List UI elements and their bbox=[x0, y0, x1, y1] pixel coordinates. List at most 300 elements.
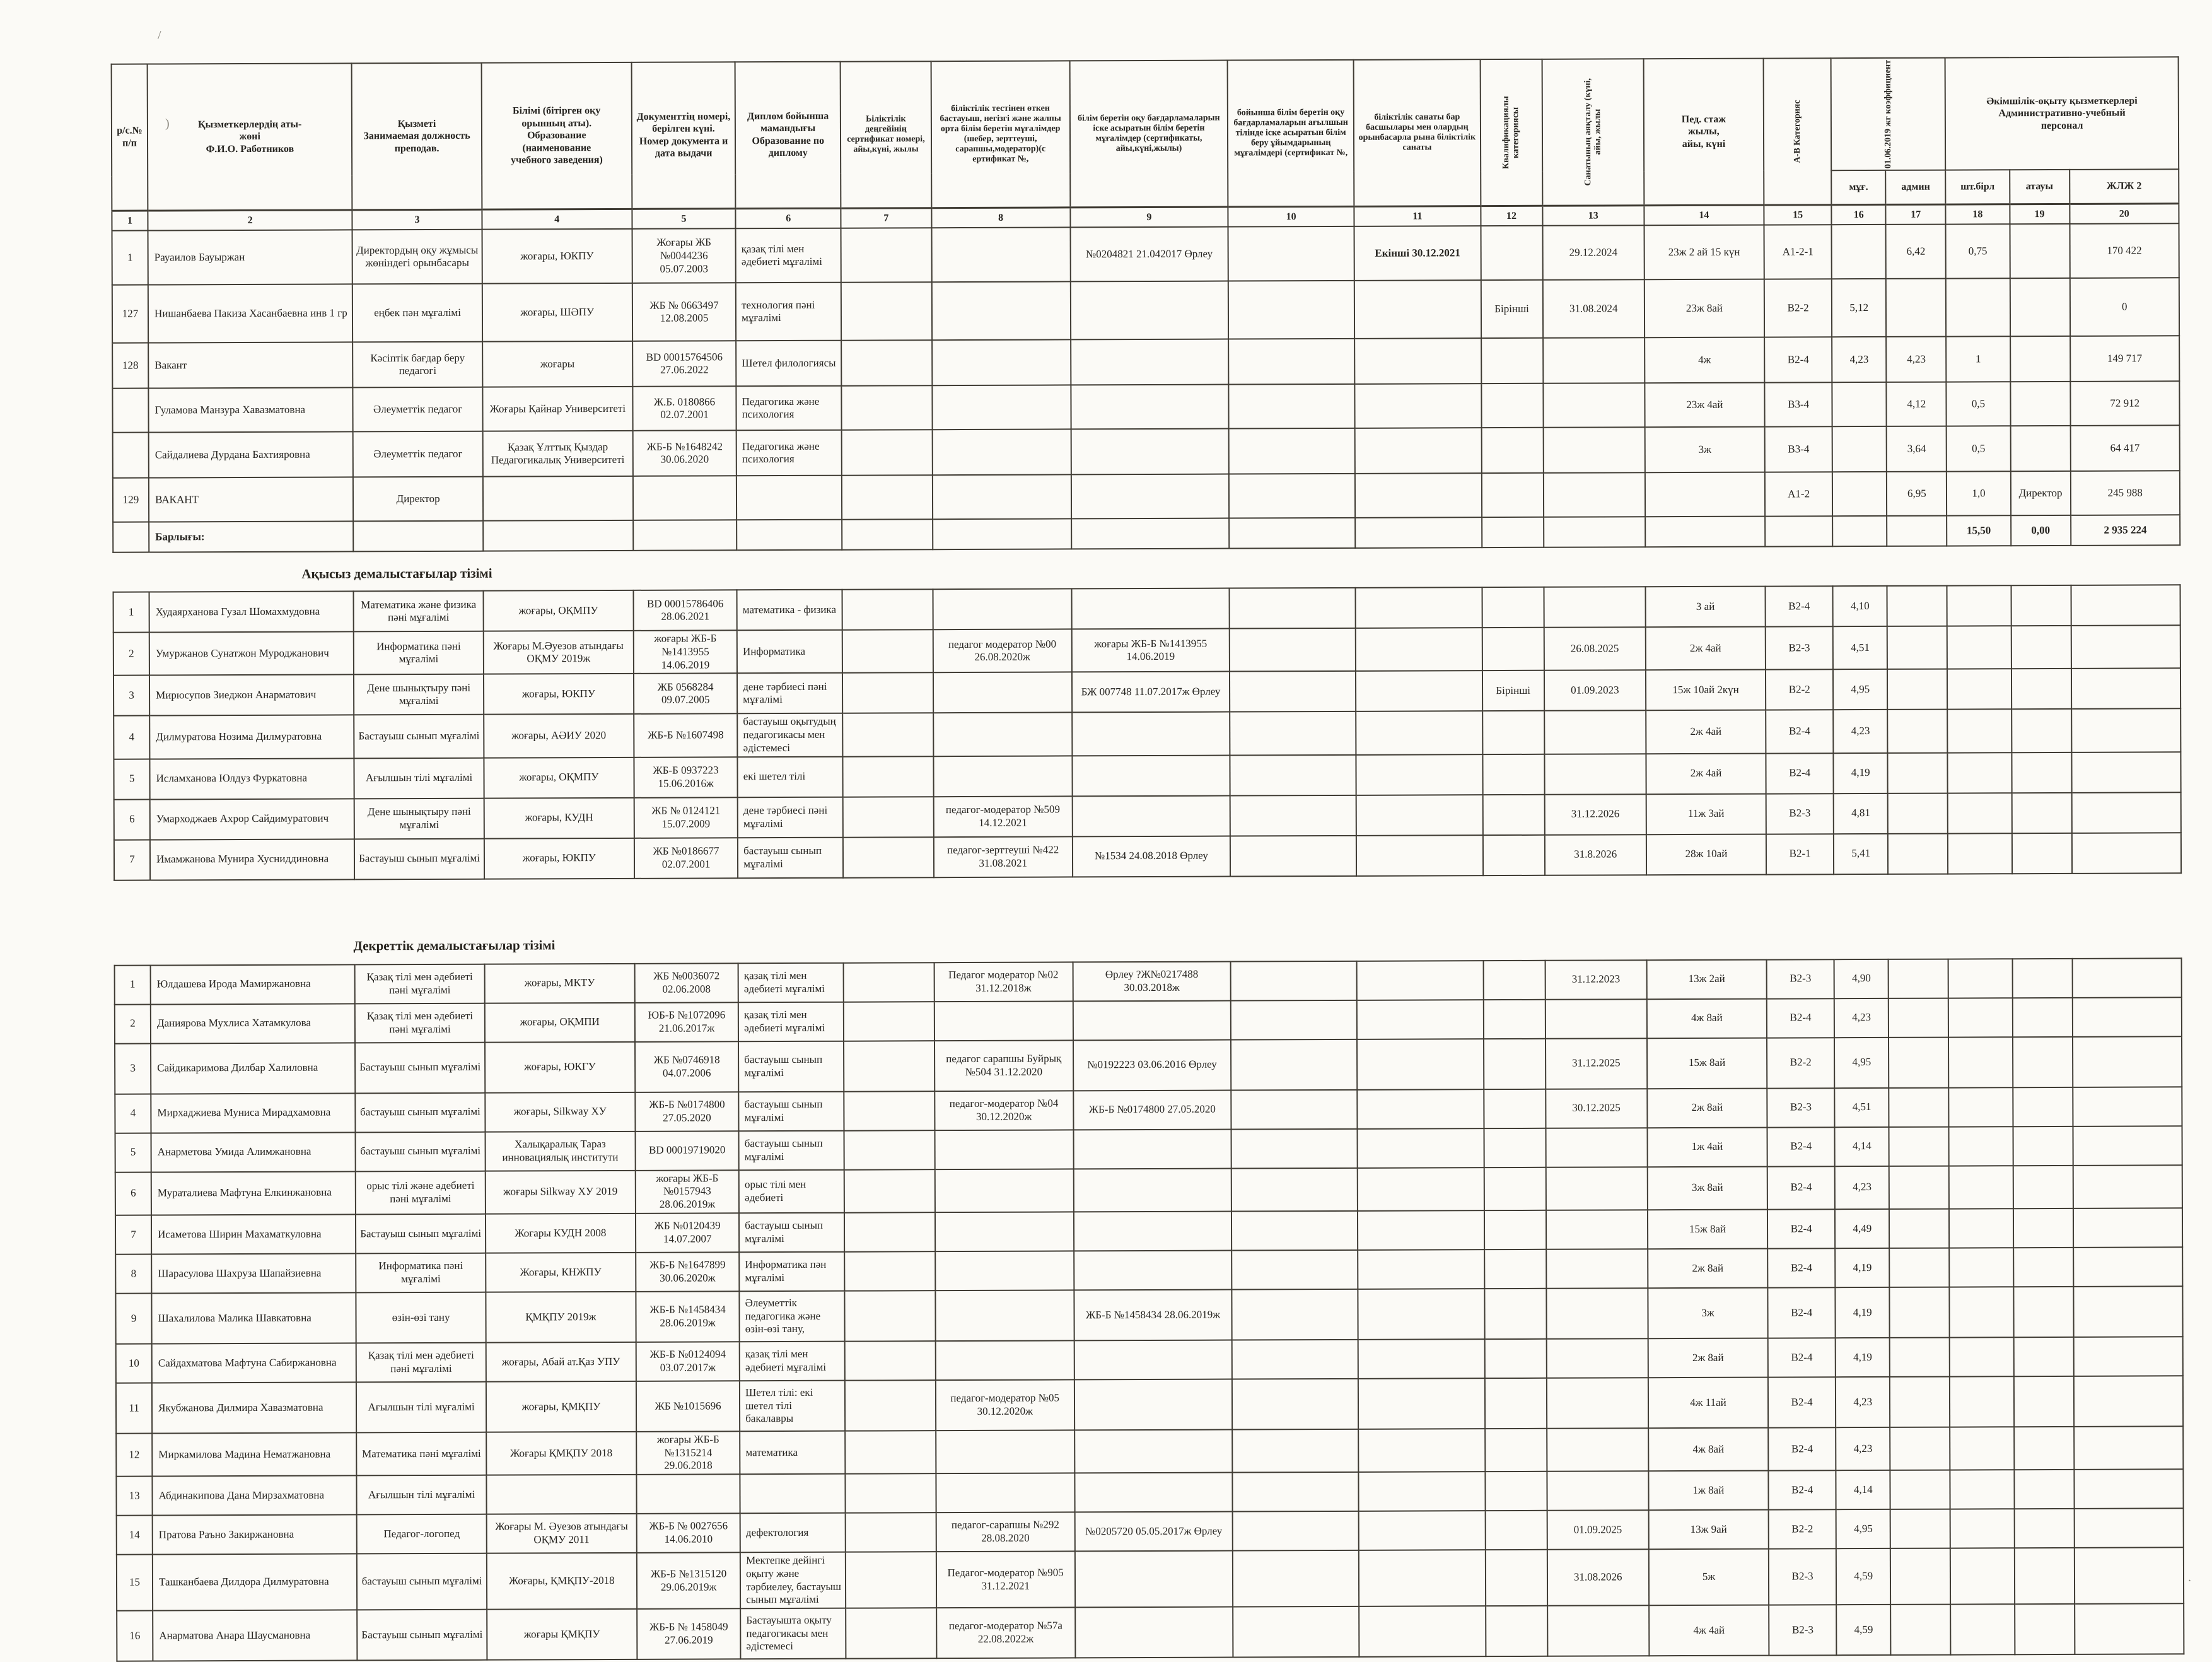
table-cell bbox=[1484, 1249, 1546, 1289]
table-cell bbox=[2071, 709, 2181, 752]
table-cell: ЖБ № 0124121 15.07.2009 bbox=[634, 797, 738, 838]
table-cell bbox=[736, 476, 842, 520]
table-cell bbox=[2011, 669, 2071, 709]
table-cell bbox=[1483, 960, 1545, 999]
table-cell bbox=[1889, 1248, 1949, 1287]
table-cell bbox=[843, 756, 933, 797]
table-cell bbox=[2013, 1376, 2073, 1427]
table-cell: Вакант bbox=[148, 342, 353, 389]
table-cell bbox=[842, 475, 932, 519]
table-cell: Миркамилова Мадина Нематжановна bbox=[152, 1432, 357, 1476]
table-cell: 0,5 bbox=[1947, 382, 2010, 426]
table-cell: Математика және физика пәні мұғалімі bbox=[354, 591, 483, 632]
header-english-program-teachers: бойынша білім беретін оқу бағдарламаларын ағылшын тілінде іске асыратын білім беру ұйымдарының мұғалімдері (сертификат №, bbox=[1228, 60, 1354, 207]
table-cell bbox=[1482, 834, 1544, 875]
table-cell: педагог-модератор №05 30.12.2020ж bbox=[935, 1379, 1074, 1431]
table-cell: В2-4 bbox=[1766, 586, 1833, 626]
table-cell bbox=[1231, 1250, 1358, 1290]
table-cell: В2-4 bbox=[1764, 337, 1832, 382]
table-cell bbox=[933, 672, 1072, 713]
table-cell bbox=[1950, 1376, 2013, 1427]
table-cell: В2-4 bbox=[1767, 1209, 1835, 1248]
table-cell: 11ж 3ай bbox=[1646, 793, 1766, 834]
table-cell: ЖБ №1015696 bbox=[636, 1381, 740, 1432]
table-cell bbox=[2073, 1286, 2183, 1337]
header-position: Қызметі Занимаемая должность преподав. bbox=[352, 63, 482, 210]
table-cell bbox=[1358, 1249, 1484, 1289]
table-cell bbox=[1357, 1039, 1484, 1090]
table-cell bbox=[2073, 1036, 2182, 1087]
table-cell: 4,23 bbox=[1834, 998, 1889, 1038]
table-cell: 11 bbox=[116, 1383, 152, 1433]
table-row bbox=[116, 1426, 2183, 1477]
table-cell bbox=[1481, 428, 1543, 473]
table-cell bbox=[1357, 1000, 1483, 1039]
table-cell: 6,42 bbox=[1886, 225, 1946, 279]
table-cell bbox=[2013, 1337, 2073, 1376]
table-cell bbox=[1948, 752, 2011, 793]
table-cell bbox=[934, 1001, 1073, 1041]
table-cell: жоғары ҚМҚПУ bbox=[487, 1609, 637, 1660]
table-cell bbox=[1948, 793, 2011, 833]
table-cell: жоғары ЖБ-Б №1413955 14.06.2019 bbox=[634, 631, 737, 674]
table-cell bbox=[842, 519, 932, 549]
table-cell bbox=[1229, 518, 1355, 549]
table-cell: ЖБ-Б №1458434 28.06.2019ж bbox=[636, 1291, 739, 1342]
table-cell bbox=[2072, 833, 2182, 874]
table-row bbox=[114, 585, 2180, 633]
table-row bbox=[115, 997, 2182, 1043]
table-row bbox=[115, 1208, 2182, 1254]
table-cell: жоғары bbox=[482, 341, 633, 387]
table-cell: жоғары, АӘИУ 2020 bbox=[484, 714, 634, 758]
table-cell bbox=[1228, 339, 1354, 385]
table-cell bbox=[2011, 709, 2071, 752]
table-cell bbox=[1544, 587, 1645, 628]
table-cell bbox=[1231, 1000, 1357, 1040]
table-cell bbox=[843, 713, 933, 757]
scan-artifact: / bbox=[158, 28, 161, 42]
table-cell: 6,95 bbox=[1887, 472, 1947, 516]
table-cell: Информатика bbox=[737, 630, 842, 674]
table-cell: Барлығы: bbox=[149, 522, 354, 553]
table-cell: ҚМҚПУ 2019ж bbox=[486, 1292, 636, 1343]
table-cell bbox=[1545, 1167, 1647, 1210]
table-cell bbox=[1230, 795, 1356, 836]
table-cell: Әлеуметтік педагогика және өзін-өзі тану, bbox=[740, 1291, 845, 1342]
table-cell: ЖБ №0746918 04.07.2006 bbox=[635, 1041, 738, 1092]
table-cell: Ағылшын тілі мұғалімі bbox=[357, 1475, 486, 1515]
column-number: 16 bbox=[1832, 204, 1886, 225]
staff-table bbox=[111, 56, 2181, 553]
table-cell: №0192223 03.06.2016 Өрлеу bbox=[1073, 1039, 1231, 1091]
table-cell bbox=[1948, 833, 2011, 874]
table-cell: жоғары, Абай ат.Қаз УПУ bbox=[486, 1342, 636, 1382]
table-row bbox=[113, 426, 2180, 478]
table-cell: 3ж bbox=[1648, 1287, 1767, 1338]
table-cell bbox=[1948, 710, 2011, 753]
table-cell bbox=[1832, 225, 1886, 279]
table-cell bbox=[1358, 1128, 1484, 1168]
table-cell: 5ж bbox=[1649, 1549, 1769, 1606]
column-number: 6 bbox=[736, 208, 841, 229]
table-cell: 16 bbox=[117, 1611, 153, 1661]
table-cell: В3-4 bbox=[1765, 426, 1832, 472]
table-cell bbox=[1356, 587, 1482, 628]
table-cell bbox=[846, 1431, 936, 1474]
table-cell: №0205720 05.05.2017ж Өрлеу bbox=[1074, 1512, 1233, 1552]
table-cell bbox=[1950, 1548, 2014, 1604]
table-cell: Исаметова Ширин Махаматкуловна bbox=[151, 1214, 356, 1254]
table-cell: 9 bbox=[115, 1293, 151, 1343]
table-cell bbox=[1949, 1166, 2013, 1209]
table-cell bbox=[1484, 1378, 1546, 1429]
table-cell bbox=[841, 340, 931, 385]
table-cell: Бірінші bbox=[1482, 670, 1544, 711]
table-cell: 4 bbox=[115, 1094, 151, 1133]
table-cell: 1ж 8ай bbox=[1648, 1471, 1768, 1511]
table-cell bbox=[842, 385, 932, 430]
table-cell bbox=[1074, 1211, 1232, 1251]
table-cell: ЖБ-Б №0174800 27.05.2020 bbox=[1073, 1090, 1231, 1130]
table-cell bbox=[935, 1290, 1074, 1341]
table-cell bbox=[933, 589, 1071, 630]
table-cell bbox=[1765, 516, 1832, 546]
table-cell bbox=[1233, 1550, 1359, 1607]
table-row bbox=[116, 1376, 2183, 1433]
table-cell: ВАКАНТ bbox=[149, 477, 354, 522]
table-cell: 4,23 bbox=[1835, 1166, 1889, 1210]
table-cell bbox=[844, 1130, 934, 1169]
table-cell bbox=[1356, 628, 1482, 671]
table-cell bbox=[2012, 998, 2072, 1037]
table-cell: Юлдашева Ирода Мамиржановна bbox=[151, 964, 356, 1004]
table-row bbox=[115, 1247, 2182, 1293]
table-cell: ЖБ-Б №1647899 30.06.2020ж bbox=[636, 1252, 739, 1292]
table-cell bbox=[1887, 710, 1947, 753]
column-number: 4 bbox=[482, 209, 632, 230]
table-cell: В2-3 bbox=[1766, 793, 1834, 834]
table-cell bbox=[1832, 426, 1887, 472]
table-cell bbox=[932, 475, 1071, 520]
table-cell: 4,95 bbox=[1836, 1509, 1890, 1548]
table-cell: жоғары, Silkway ХУ bbox=[485, 1092, 635, 1132]
table-cell bbox=[740, 1474, 846, 1514]
header-coefficient-group: 01.06.2019 жг коэффициент bbox=[1831, 58, 1946, 171]
table-cell bbox=[2071, 669, 2181, 710]
table-cell: 4,51 bbox=[1834, 1088, 1889, 1127]
table-cell: Дене шынықтыру пәні мұғалімі bbox=[354, 798, 484, 839]
table-cell bbox=[633, 476, 736, 521]
table-cell bbox=[1890, 1287, 1950, 1337]
table-cell: БЖ 007748 11.07.2017ж Өрлеу bbox=[1072, 672, 1230, 713]
table-cell: 4,19 bbox=[1836, 1287, 1890, 1338]
table-cell: ЖБ-Б №1607498 bbox=[634, 714, 737, 758]
table-cell bbox=[1547, 1471, 1648, 1511]
staff-table-body bbox=[112, 224, 2180, 553]
table-cell bbox=[931, 228, 1071, 283]
table-cell: Информатика пәні мұғалімі bbox=[354, 631, 483, 675]
table-cell bbox=[2075, 1603, 2184, 1654]
table-cell: BD 00015786406 28.06.2021 bbox=[633, 590, 736, 631]
table-cell bbox=[1071, 588, 1230, 629]
table-cell bbox=[2013, 1127, 2073, 1166]
table-cell bbox=[1358, 1339, 1484, 1379]
table-cell bbox=[1356, 835, 1482, 876]
table-cell: А1-2 bbox=[1765, 472, 1832, 516]
table-cell: Мураталиева Мафтуна Елкинжановна bbox=[151, 1171, 356, 1215]
table-cell bbox=[2071, 752, 2181, 793]
table-cell: 72 912 bbox=[2070, 382, 2180, 426]
table-cell bbox=[933, 713, 1073, 756]
table-cell bbox=[1231, 1090, 1357, 1130]
table-cell: Рауаилов Бауыржан bbox=[148, 230, 353, 285]
header-diploma-speciality: Диплом бойынша мамандығы Образование по диплому bbox=[735, 62, 841, 209]
table-row bbox=[115, 1087, 2182, 1133]
table-cell: Жоғары КУДН 2008 bbox=[486, 1214, 636, 1253]
table-cell: Қазақ тілі мен әдебиеті пәні мұғалімі bbox=[355, 1003, 484, 1043]
maternity-leave-table bbox=[114, 957, 2185, 1662]
table-cell: 2ж 8ай bbox=[1648, 1338, 1768, 1378]
table-cell: бастауыш сынып мұғалімі bbox=[738, 1041, 844, 1092]
table-cell: педагог сарапшы Буйрық №504 31.12.2020 bbox=[934, 1040, 1074, 1091]
table-cell bbox=[844, 963, 934, 1002]
table-cell: 01.09.2023 bbox=[1544, 670, 1646, 711]
table-cell: 13ж 2ай bbox=[1646, 959, 1766, 999]
table-cell: 4,19 bbox=[1836, 1338, 1890, 1377]
table-cell bbox=[842, 673, 933, 713]
table-cell: В2-3 bbox=[1769, 1605, 1836, 1655]
table-cell bbox=[1228, 281, 1355, 339]
table-cell bbox=[844, 1169, 934, 1213]
table-cell bbox=[1230, 755, 1356, 796]
table-cell: математика - физика bbox=[737, 590, 842, 631]
table-cell bbox=[1545, 1128, 1647, 1167]
table-cell bbox=[2074, 1508, 2184, 1548]
table-cell: 1ж 4ай bbox=[1647, 1127, 1767, 1167]
table-cell bbox=[1359, 1550, 1486, 1606]
table-cell: 1 bbox=[112, 231, 148, 285]
unpaid-leave-table-body bbox=[114, 585, 2182, 881]
table-cell: жоғары ЖБ-Б №1413955 14.06.2019 bbox=[1072, 629, 1230, 672]
table-cell bbox=[1230, 671, 1356, 712]
table-cell bbox=[633, 520, 736, 551]
table-row bbox=[115, 1286, 2182, 1343]
table-cell: Жоғары М. Әуезов атындағы ОҚМУ 2011 bbox=[486, 1514, 636, 1554]
table-cell: В2-4 bbox=[1766, 710, 1833, 754]
table-cell: еңбек пән мұғалімі bbox=[352, 284, 482, 342]
table-cell: 4,19 bbox=[1834, 753, 1888, 793]
table-cell: 245 988 bbox=[2070, 471, 2180, 516]
table-cell: өзін-өзі тану bbox=[356, 1292, 486, 1343]
table-cell: Әлеуметтік педагог bbox=[353, 387, 482, 432]
table-cell bbox=[1950, 1287, 2013, 1337]
table-row bbox=[114, 833, 2181, 880]
table-cell: бастауыш сынып мұғалімі bbox=[738, 1091, 844, 1131]
table-cell bbox=[1948, 959, 2012, 998]
table-cell bbox=[1486, 1606, 1547, 1656]
table-cell: В2-2 bbox=[1764, 279, 1832, 337]
table-cell: педагог-модератор №509 14.12.2021 bbox=[933, 796, 1072, 837]
column-number: 5 bbox=[632, 209, 735, 230]
table-cell: Информатика пән мұғалімі bbox=[739, 1252, 844, 1292]
table-cell: Шетел тілі: екі шетел тілі бакалавры bbox=[740, 1381, 845, 1432]
table-cell: Сайдалиева Дурдана Бахтияровна bbox=[149, 432, 354, 478]
table-cell bbox=[1481, 226, 1542, 280]
table-cell: 28ж 10ай bbox=[1646, 834, 1766, 875]
table-cell: В2-4 bbox=[1768, 1470, 1836, 1509]
table-cell: 6 bbox=[115, 1172, 151, 1215]
table-cell: 4,59 bbox=[1836, 1548, 1890, 1605]
table-cell bbox=[1482, 754, 1544, 794]
table-row bbox=[115, 1126, 2182, 1172]
table-cell: Жоғары ЖБ №0044236 05.07.2003 bbox=[632, 229, 735, 284]
maternity-leave-section-title: Декреттік демалыстағылар тізімі bbox=[353, 937, 556, 954]
header-education: Білімі (бітірген оқу орынның аты). Образование (наименование учебного заведения) bbox=[481, 62, 632, 209]
table-cell bbox=[1355, 383, 1481, 428]
table-cell bbox=[1888, 833, 1948, 874]
subheader-zhlzh2: ЖЛЖ 2 bbox=[2069, 170, 2179, 204]
table-cell: жоғары, ЮКПУ bbox=[484, 838, 635, 879]
table-cell: Директор bbox=[353, 477, 482, 522]
maternity-leave-table-body bbox=[115, 958, 2184, 1661]
table-cell: Мектепке дейінгі оқыту және тәрбиелеу, бастауыш сынып мұғалімі bbox=[740, 1552, 846, 1609]
table-cell bbox=[841, 282, 931, 340]
table-cell: №1534 24.08.2018 Өрлеу bbox=[1073, 836, 1231, 877]
table-cell bbox=[842, 629, 933, 673]
column-number: 11 bbox=[1354, 206, 1481, 226]
table-row bbox=[117, 1547, 2184, 1610]
table-cell: Жоғары, ҚМҚПУ-2018 bbox=[487, 1553, 637, 1610]
table-cell: 3 bbox=[114, 676, 149, 716]
table-cell: В2-4 bbox=[1767, 1287, 1835, 1338]
table-cell: 4,23 bbox=[1832, 337, 1886, 382]
table-cell bbox=[1355, 473, 1481, 518]
table-cell bbox=[1233, 1606, 1359, 1658]
table-cell bbox=[2015, 1604, 2075, 1654]
table-cell bbox=[1546, 1249, 1648, 1289]
table-cell bbox=[841, 228, 931, 282]
table-cell: 15 bbox=[117, 1555, 153, 1611]
header-qual-test-teachers: біліктілік тестінен өткен бастауыш, негізгі және жалпы орта білім беретін мұғалімдер (шебер, зерттеуші, сарапшы,модератор)(с ертификат №, bbox=[931, 61, 1070, 208]
subheader-title: атауы bbox=[2010, 170, 2069, 204]
table-cell: 30.12.2025 bbox=[1545, 1089, 1647, 1128]
table-cell: жоғары, ЮКГУ bbox=[485, 1042, 636, 1093]
table-cell: 3,64 bbox=[1887, 426, 1947, 472]
table-cell: 29.12.2024 bbox=[1542, 226, 1644, 281]
table-cell: 4,59 bbox=[1836, 1605, 1890, 1655]
column-number: 12 bbox=[1481, 206, 1542, 226]
table-cell bbox=[2073, 1126, 2182, 1166]
table-cell bbox=[844, 1212, 934, 1251]
table-cell: 2ж 4ай bbox=[1646, 627, 1766, 670]
table-cell: Қазақ тілі мен әдебиеті пәні мұғалімі bbox=[356, 1343, 486, 1383]
table-cell: 4,23 bbox=[1886, 337, 1946, 382]
table-cell bbox=[1947, 669, 2011, 710]
table-cell bbox=[1544, 517, 1645, 548]
table-cell bbox=[1231, 1168, 1358, 1212]
table-cell bbox=[1354, 280, 1481, 339]
table-cell bbox=[1546, 1338, 1648, 1378]
table-cell: Мирюсупов Зиеджон Анарматович bbox=[149, 675, 354, 716]
table-cell: жоғары, ОҚМПУ bbox=[483, 590, 634, 631]
table-cell bbox=[846, 1513, 936, 1552]
table-cell bbox=[1890, 1427, 1950, 1470]
table-cell bbox=[1231, 1039, 1358, 1091]
table-cell bbox=[1482, 587, 1544, 628]
table-cell: Шарасулова Шахруза Шапайзиевна bbox=[151, 1253, 356, 1293]
table-cell bbox=[933, 519, 1071, 550]
table-cell bbox=[1358, 1210, 1484, 1250]
table-cell bbox=[112, 389, 148, 433]
table-cell bbox=[1484, 1089, 1545, 1128]
table-cell bbox=[1230, 628, 1356, 672]
table-cell: 2ж 8ай bbox=[1647, 1088, 1767, 1128]
table-cell bbox=[936, 1430, 1075, 1473]
table-cell bbox=[1072, 755, 1230, 796]
table-cell: Ағылшын тілі мұғалімі bbox=[354, 758, 484, 799]
table-cell bbox=[846, 1608, 936, 1658]
table-cell: Шахалилова Малика Шавкатовна bbox=[151, 1292, 356, 1343]
table-cell bbox=[2014, 1548, 2074, 1604]
table-cell bbox=[2014, 1509, 2074, 1548]
table-cell bbox=[1888, 793, 1948, 833]
table-cell bbox=[1887, 669, 1947, 710]
table-cell: Жоғары ҚМҚПУ 2018 bbox=[486, 1432, 637, 1475]
table-cell: 8 bbox=[115, 1254, 151, 1293]
table-cell: Информатика пәні мұғалімі bbox=[356, 1253, 486, 1293]
table-cell: 0 bbox=[2069, 278, 2179, 337]
table-cell: Мирхаджиева Муниса Мирадхамовна bbox=[151, 1093, 356, 1133]
table-cell bbox=[113, 433, 149, 478]
table-cell bbox=[2014, 1470, 2074, 1509]
table-cell: 4,10 bbox=[1833, 586, 1887, 626]
table-cell: 3 bbox=[115, 1043, 151, 1094]
table-cell bbox=[934, 1212, 1073, 1251]
table-cell bbox=[1889, 959, 1948, 998]
table-cell bbox=[1889, 1208, 1949, 1248]
table-cell: 128 bbox=[112, 343, 148, 389]
table-cell bbox=[1231, 1129, 1358, 1169]
table-cell: Абдинакипова Дана Мирзахматовна bbox=[152, 1475, 357, 1515]
table-cell: ЖБ-Б №0124094 03.07.2017ж bbox=[636, 1342, 740, 1381]
table-cell: В2-4 bbox=[1768, 1338, 1836, 1377]
table-cell bbox=[1074, 1473, 1233, 1513]
table-cell bbox=[844, 1041, 934, 1091]
table-cell: Умарходжаев Ахрор Сайдимуратович bbox=[150, 799, 355, 840]
table-cell: 5,41 bbox=[1834, 834, 1888, 874]
table-cell bbox=[2013, 1037, 2073, 1087]
scan-artifact: . bbox=[2188, 1571, 2191, 1584]
table-cell: Худаярханова Гузал Шомахмудовна bbox=[149, 592, 354, 633]
header-edu-program-teachers: білім беретін оқу бағдарламаларын іске асыратын білім беретін мұғалімдер (сертификаты, айы,күні,жылы) bbox=[1069, 61, 1228, 208]
table-cell bbox=[2073, 1247, 2183, 1287]
table-cell bbox=[1071, 281, 1229, 340]
table-cell bbox=[1074, 1250, 1232, 1290]
table-cell bbox=[1547, 1378, 1648, 1429]
table-cell: В2-4 bbox=[1767, 1248, 1835, 1287]
table-cell bbox=[1485, 1429, 1547, 1472]
table-cell: 4ж 8ай bbox=[1647, 998, 1767, 1038]
table-cell: 64 417 bbox=[2070, 426, 2180, 472]
table-cell bbox=[483, 476, 634, 521]
table-cell bbox=[1358, 1289, 1485, 1340]
table-cell: 01.09.2025 bbox=[1547, 1510, 1648, 1550]
table-cell: 31.08.2024 bbox=[1542, 280, 1644, 339]
table-cell: Бірінші bbox=[1481, 280, 1542, 338]
table-cell bbox=[1356, 671, 1482, 712]
table-cell: жоғары, ОҚМПИ bbox=[484, 1003, 634, 1043]
